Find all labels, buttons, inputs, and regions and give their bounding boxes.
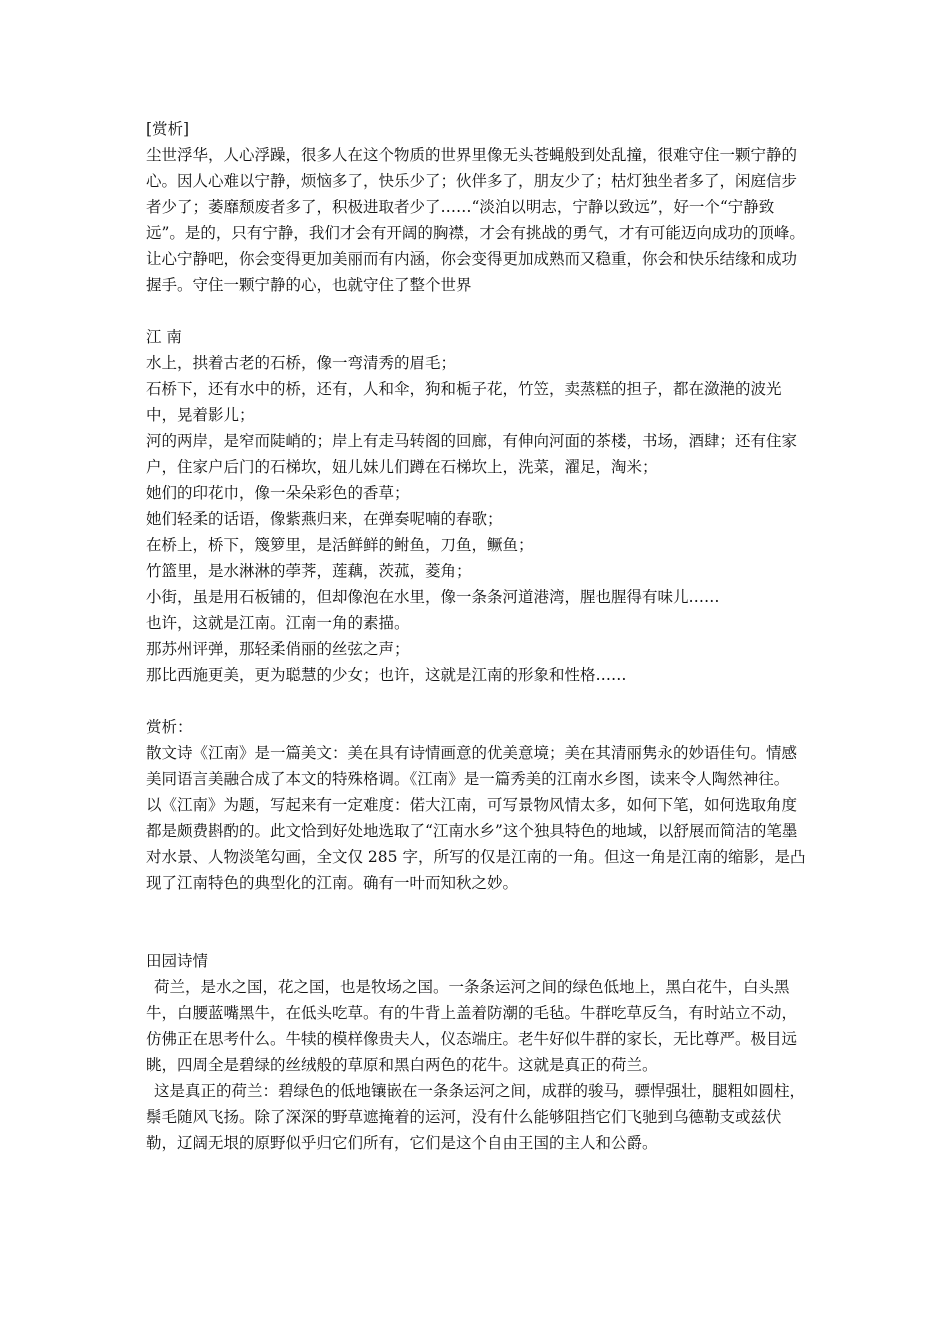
poem-section-jiangnan — [146, 324, 806, 688]
appreciation-section-2 — [146, 714, 806, 896]
paragraph: 这是真正的荷兰：碧绿色的低地镶嵌在一条条运河之间，成群的骏马，骠悍强壮，腿粗如圆柱，鬃毛随风飞扬。除了深深的野草遮掩着的运河，没有什么能够阻挡它们飞驰到乌德勒支或兹伏勒，辽阔无垠的原野似乎归它们所有，它们是这个自由王国的主人和公爵。 — [146, 1082, 806, 1152]
poem-line: 也许，这就是江南。江南一角的素描。 — [146, 614, 410, 632]
poem-line: 在桥上，桥下，篾箩里，是活鲜鲜的鲋鱼，刀鱼，鳜鱼； — [146, 536, 534, 554]
section-heading: 赏析： — [146, 718, 193, 736]
poem-line: 她们轻柔的话语，像紫燕归来，在弹奏呢喃的春歌； — [146, 510, 503, 528]
spacer — [146, 896, 806, 948]
paragraph: 尘世浮华，人心浮躁，很多人在这个物质的世界里像无头苍蝇般到处乱撞，很难守住一颗宁静的心。因人心难以宁静，烦恼多了，快乐少了；伙伴多了，朋友少了；枯灯独坐者多了，闲庭信步者少了；萎靡颓废者多了，积极进取者少了……“淡泊以明志，宁静以致远”，好一个“宁静致远”。是的，只有宁静，我们才会有开阔的胸襟，才会有挑战的勇气，才有可能迈向成功的顶峰。让心宁静吧，你会变得更加美丽而有内涵，你会变得更加成熟而又稳重，你会和快乐结缘和成功握手。守住一颗宁静的心，也就守住了整个世界 — [146, 146, 805, 294]
essay-title: 田园诗情 — [146, 952, 209, 970]
poem-line: 她们的印花巾，像一朵朵彩色的香草； — [146, 484, 410, 502]
poem-title: 江 南 — [146, 328, 182, 346]
poem-line: 河的两岸，是窄而陡峭的；岸上有走马转阁的回廊，有伸向河面的茶楼，书场，酒肆；还有住家户，住家户后门的石梯坎，妞儿妹儿们蹲在石梯坎上，洗菜，濯足，淘米； — [146, 432, 798, 476]
section-heading: [赏析] — [146, 120, 190, 138]
poem-line: 竹篮里，是水淋淋的荸荠，莲藕，茨菰，菱角； — [146, 562, 472, 580]
paragraph: 荷兰，是水之国，花之国，也是牧场之国。一条条运河之间的绿色低地上，黑白花牛，白头黑牛，白腰蓝嘴黑牛，在低头吃草。有的牛背上盖着防潮的毛毡。牛群吃草反刍，有时站立不动，仿佛正在思考什么。牛犊的模样像贵夫人，仪态端庄。老牛好似牛群的家长，无比尊严。极目远眺，四周全是碧绿的丝绒般的草原和黑白两色的花牛。这就是真正的荷兰。 — [146, 978, 798, 1074]
poem-line: 那比西施更美，更为聪慧的少女；也许，这就是江南的形象和性格…… — [146, 666, 627, 684]
poem-line: 那苏州评弹，那轻柔俏丽的丝弦之声； — [146, 640, 410, 658]
poem-line: 小街，虽是用石板铺的，但却像泡在水里，像一条条河道港湾，腥也腥得有味儿…… — [146, 588, 720, 606]
appreciation-section-1 — [146, 116, 806, 298]
poem-line: 石桥下，还有水中的桥，还有，人和伞，狗和栀子花，竹笠，卖蒸糕的担子，都在潋滟的波光中，晃着影儿； — [146, 380, 782, 424]
spacer — [146, 688, 806, 714]
poem-line: 水上，拱着古老的石桥，像一弯清秀的眉毛； — [146, 354, 457, 372]
paragraph: 散文诗《江南》是一篇美文：美在具有诗情画意的优美意境；美在其清丽隽永的妙语佳句。情感美同语言美融合成了本文的特殊格调。《江南》是一篇秀美的江南水乡图，读来令人陶然神往。 — [146, 744, 798, 788]
spacer — [146, 298, 806, 324]
document-content — [146, 116, 806, 1156]
essay-section-tianyuan — [146, 948, 806, 1156]
paragraph: 以《江南》为题，写起来有一定难度：偌大江南，可写景物风情太多，如何下笔，如何选取角度都是颇费斟酌的。此文恰到好处地选取了“江南水乡”这个独具特色的地域，以舒展而简洁的笔墨对水景、人物淡笔勾画，全文仅 285 字，所写的仅是江南的一角。但这一角是江南的缩影，是凸现了江南特色的典型化的江南。确有一叶而知秋之妙。 — [146, 796, 806, 892]
